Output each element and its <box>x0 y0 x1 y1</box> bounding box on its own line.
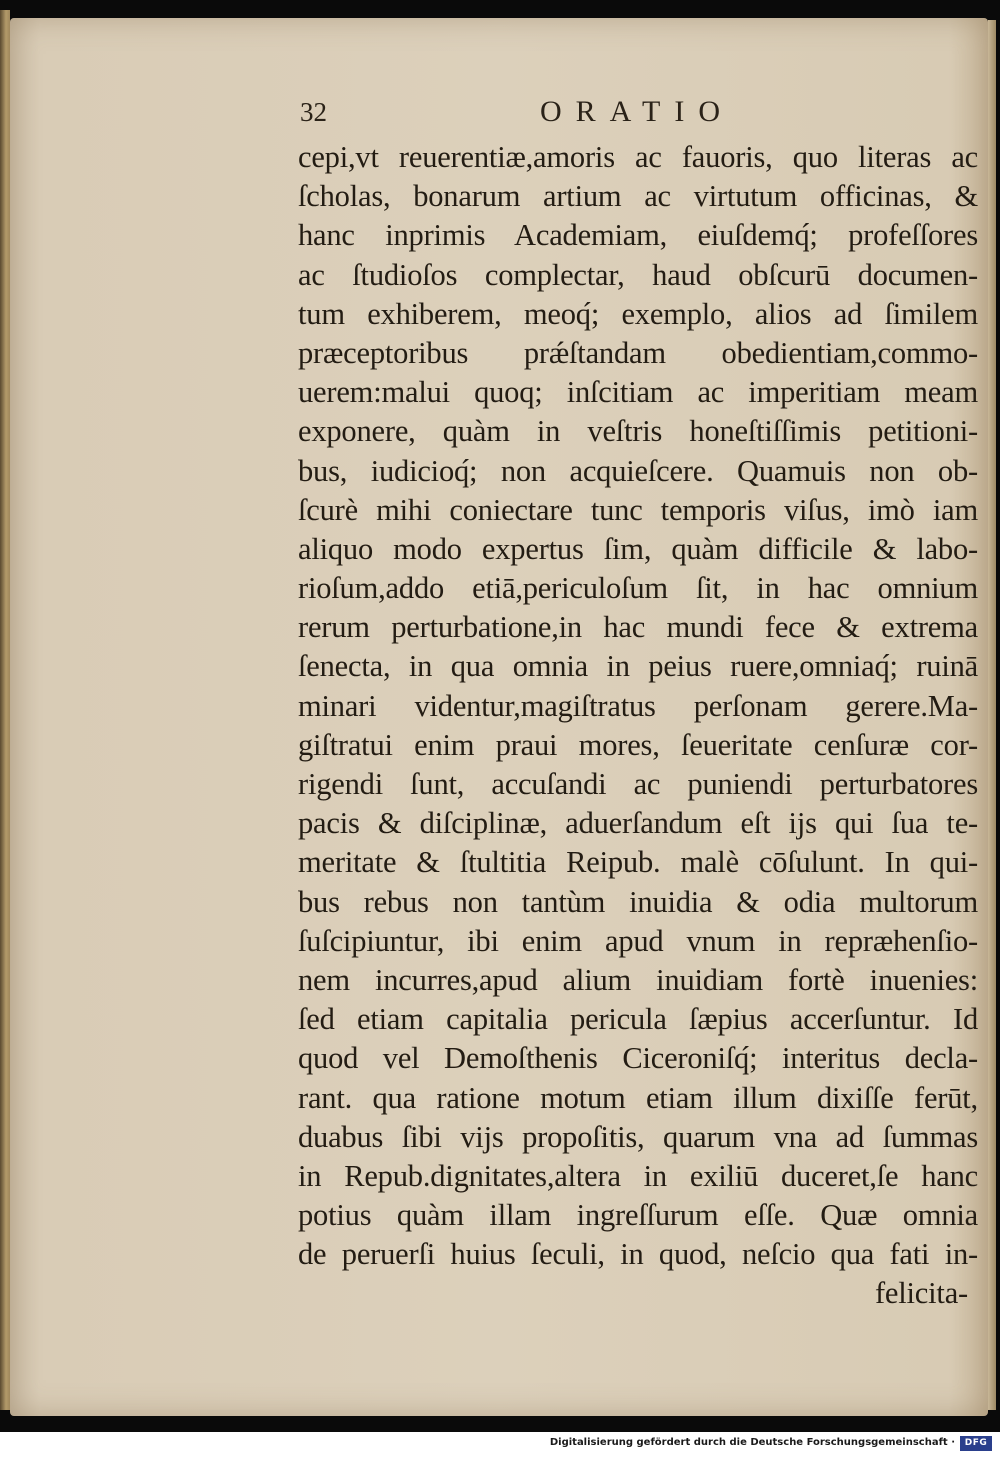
text-line: ſcurè mihi coniectare tunc temporis viſus, imò iam <box>298 492 978 527</box>
text-line: uerem:malui quoq; inſcitiam ac imperitiam meam <box>298 375 978 410</box>
text-line: giſtratui enim praui mores, ſeueritate cenſuræ cor- <box>298 727 978 762</box>
dfg-logo: DFG <box>960 1436 992 1451</box>
text-line: rerum perturbatione,in hac mundi fece & extrema <box>298 610 978 645</box>
page-header <box>300 95 1000 135</box>
text-line: de peruerſi huius ſeculi, in quod, neſcio qua fati in- <box>298 1237 978 1272</box>
footer-bar <box>0 1432 1000 1457</box>
text-line: pacis & diſciplinæ, aduerſandum eſt ijs qui ſua te- <box>298 806 978 841</box>
text-line: ſuſcipiuntur, ibi enim apud vnum in repræhenſio- <box>298 923 978 958</box>
book-spine-edge <box>0 10 10 1410</box>
body-text <box>298 138 978 1314</box>
running-title: ORATIO <box>540 95 734 128</box>
text-line: ac ſtudioſos complectar, haud obſcurū documen- <box>298 257 978 292</box>
text-line: potius quàm illam ingreſſurum eſſe. Quæ omnia <box>298 1198 978 1233</box>
text-line: bus rebus non tantùm inuidia & odia multorum <box>298 884 978 919</box>
text-line: nem incurres,apud alium inuidiam fortè inuenies: <box>298 962 978 997</box>
page-number: 32 <box>300 97 327 127</box>
text-line: in Repub.dignitates,altera in exiliū duceret,ſe hanc <box>298 1158 978 1193</box>
catchword: felicita- <box>874 1276 968 1311</box>
text-line: rant. qua ratione motum etiam illum dixiſſe ferūt, <box>298 1080 978 1115</box>
text-line: ſcholas, bonarum artium ac virtutum officinas, & <box>298 179 978 214</box>
text-line: ſenecta, in qua omnia in peius ruere,omniaq́; ruinā <box>298 649 978 684</box>
text-line: quod vel Demoſthenis Ciceroniſq́; interitus decla- <box>298 1041 978 1076</box>
text-line: rioſum,addo etiā,periculoſum ſit, in hac omnium <box>298 571 978 606</box>
text-line: aliquo modo expertus ſim, quàm difficile & labo- <box>298 531 978 566</box>
text-line: minari videntur,magiſtratus perſonam gerere.Ma- <box>298 688 978 723</box>
text-line: exponere, quàm in veſtris honeſtiſſimis petitioni- <box>298 414 978 449</box>
text-line: duabus ſibi vijs propoſitis, quarum vna ad ſummas <box>298 1119 978 1154</box>
text-line: meritate & ſtultitia Reipub. malè cōſulunt. In qui- <box>298 845 978 880</box>
text-line: ſed etiam capitalia pericula ſæpius accerſuntur. Id <box>298 1002 978 1037</box>
text-line: cepi,vt reuerentiæ,amoris ac fauoris, quo literas ac <box>298 140 978 174</box>
page-edge <box>988 20 996 1410</box>
text-line: hanc inprimis Academiam, eiuſdemq́; profeſſores <box>298 218 978 253</box>
text-line: tum exhiberem, meoq́; exemplo, alios ad ſimilem <box>298 296 978 331</box>
funding-credit: Digitalisierung gefördert durch die Deutsche Forschungsgemeinschaft · <box>549 1437 955 1448</box>
text-line: præceptoribus prǽſtandam obedientiam,commo- <box>298 335 978 370</box>
text-line: rigendi ſunt, accuſandi ac puniendi perturbatores <box>298 767 978 801</box>
text-line: bus, iudicioq́; non acquieſcere. Quamuis non ob- <box>298 453 978 488</box>
